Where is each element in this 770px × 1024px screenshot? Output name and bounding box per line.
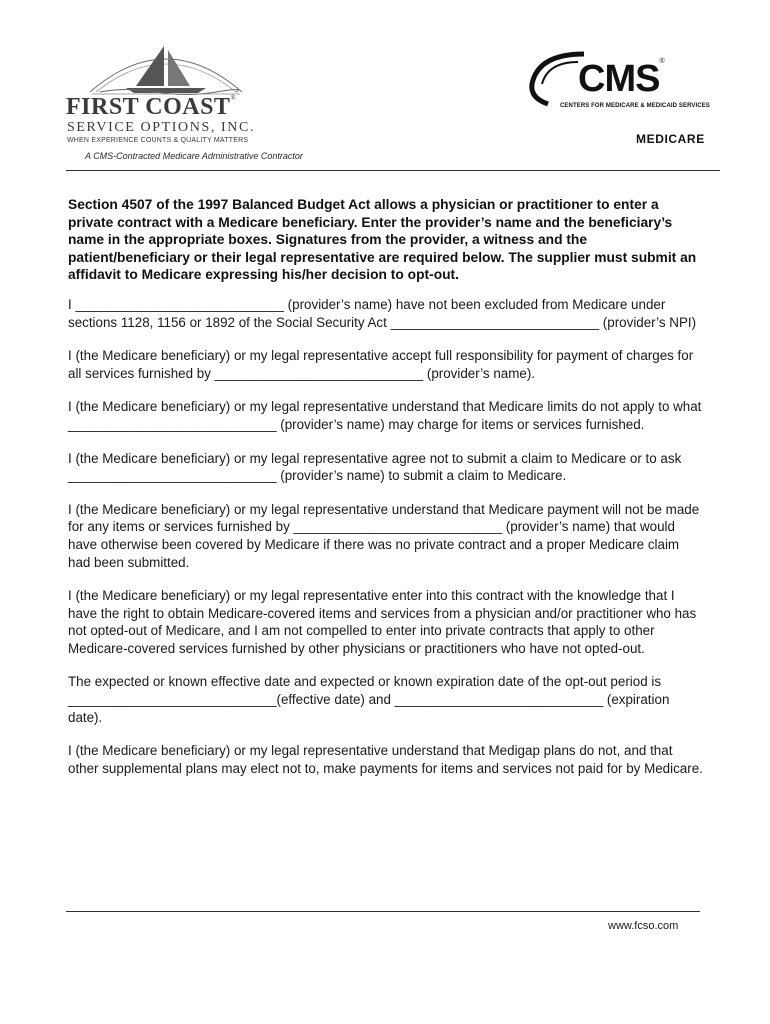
sailboat-icon [86,40,246,96]
statement-charge-limits: I (the Medicare beneficiary) or my legal representative understand that Medicare limits do not apply to what ____________________________ (provider’s name) may charge for items or services furnished. [68,399,702,432]
statement-right-to-obtain: I (the Medicare beneficiary) or my legal representative enter into this contract with the knowledge that I have the right to obtain Medicare-covered items and services from a physician and/or practitioner who has not opted-out of Medicare, and I am not compelled to enter into private contracts that apply to other Medicare-covered services furnished by other physicians or practitioners who have not opted-out. [68,588,697,656]
registered-mark: ® [230,94,237,102]
cms-logo [526,50,726,120]
statement-provider-exclusion: I ____________________________ (provider’s name) have not been excluded from Medicare under sections 1128, 1156 or 1892 of the Social Security Act ____________________________ (provider’s NPI) [68,296,697,330]
statement-no-payment: I (the Medicare beneficiary) or my legal representative understand that Medicare payment will not be made for any items or services furnished by ____________________________ (provider’s name) that would have otherwise been covered by Medicare if there was no private contract and a proper Medicare claim had been submitted. [68,501,700,570]
cms-swoosh-icon [526,50,586,110]
first-coast-subtitle: SERVICE OPTIONS, INC. [67,120,256,135]
statement-opt-out-period: The expected or known effective date and expected or known expiration date of the opt-out period is ____________________________(effective date) and ____________________________ (expiration date). [68,674,670,725]
first-coast-logo [66,40,266,144]
statement-payment-responsibility: I (the Medicare beneficiary) or my legal representative accept full responsibility for payment of charges for all services furnished by ____________________________ (provider’s name). [68,348,694,381]
registered-mark: ® [659,58,665,65]
header-divider [66,170,720,171]
form-content [68,196,704,793]
medicare-label: MEDICARE [636,132,705,146]
contractor-note: A CMS-Contracted Medicare Administrative Contractor [85,151,303,161]
footer-divider [66,911,700,912]
footer-website-link[interactable]: www.fcso.com [608,920,679,932]
cms-subtitle: CENTERS FOR MEDICARE & MEDICAID SERVICES [560,103,710,109]
statement-medigap: I (the Medicare beneficiary) or my legal representative understand that Medigap plans do not, and that other supplemental plans may elect not to, make payments for items and services not paid for by Medicare. [68,743,703,776]
statement-no-claim: I (the Medicare beneficiary) or my legal representative agree not to submit a claim to Medicare or to ask ____________________________ (provider’s name) to submit a claim to Medicare. [68,450,682,484]
first-coast-name: FIRST COAST® [66,94,237,120]
cms-wordmark: CMS® [578,58,665,100]
first-coast-tagline: WHEN EXPERIENCE COUNTS & QUALITY MATTERS [67,137,249,144]
intro-paragraph: Section 4507 of the 1997 Balanced Budget Act allows a physician or practitioner to enter a private contract with a Medicare beneficiary. Enter the provider’s name and the beneficiary’s name in the appropriate boxes. Signatures from the provider, a witness and the patient/beneficiary or their legal representative are required below. The supplier must submit an affidavit to Medicare expressing his/her decision to opt-out. [68,197,697,283]
